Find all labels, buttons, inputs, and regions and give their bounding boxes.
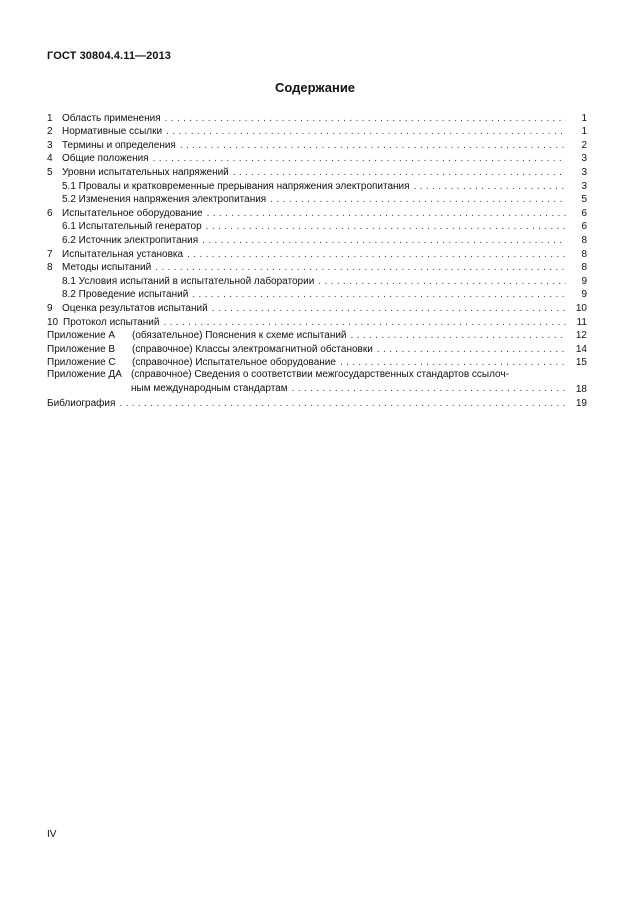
- toc-entry-number: 1: [47, 112, 53, 124]
- toc-entry-page: 2: [581, 139, 587, 151]
- toc-entry-page: 11: [576, 316, 587, 328]
- toc-entry-number: 10: [47, 316, 59, 328]
- toc-entry-number: 4: [47, 153, 53, 165]
- leader-dots: [119, 398, 566, 409]
- leader-dots: [377, 344, 566, 355]
- toc-entry-title: Уровни испытательных напряжений: [62, 166, 229, 178]
- toc-entry-5-1[interactable]: [47, 178, 587, 192]
- appendix-title: (обязательное) Пояснения к схеме испытаний: [132, 330, 347, 342]
- document-code: ГОСТ 30804.4.11—2013: [47, 50, 172, 62]
- toc-appendix-da[interactable]: [47, 368, 587, 395]
- leader-dots: [207, 208, 566, 219]
- toc-title: Содержание: [274, 80, 356, 95]
- leader-dots: [351, 330, 566, 341]
- leader-dots: [414, 181, 566, 192]
- toc-entry-title: 6.1 Испытательный генератор: [62, 221, 202, 233]
- leader-dots: [202, 235, 566, 246]
- leader-dots: [206, 221, 566, 232]
- toc-entry-5-2[interactable]: [47, 192, 587, 206]
- toc-entry-page: 10: [575, 302, 587, 314]
- toc-entry-page: 8: [581, 262, 587, 274]
- leader-dots: [318, 276, 566, 287]
- bibliography-title: Библиография: [47, 398, 116, 410]
- toc-entry-6[interactable]: [47, 205, 587, 219]
- leader-dots: [155, 262, 566, 273]
- toc-entry-page: 3: [581, 153, 587, 165]
- toc-entry-title: 8.2 Проведение испытаний: [62, 289, 189, 301]
- toc-entry-title: 5.2 Изменения напряжения электропитания: [62, 194, 267, 206]
- toc-entry-page: 19: [575, 398, 587, 410]
- leader-dots: [212, 303, 566, 314]
- toc-entry-4[interactable]: [47, 151, 587, 165]
- toc-entry-page: 6: [581, 207, 587, 219]
- toc-entry-page: 5: [581, 194, 587, 206]
- toc-bibliography[interactable]: [47, 395, 587, 409]
- toc-entry-number: 5: [47, 166, 53, 178]
- appendix-label: Приложение ДА: [47, 369, 122, 381]
- toc-entry-page: 1: [581, 126, 587, 138]
- toc-entry-page: 6: [581, 221, 587, 233]
- appendix-title: (справочное) Испытательное оборудование: [132, 357, 336, 369]
- toc-entry-title: Протокол испытаний: [63, 316, 160, 328]
- toc-entry-page: 8: [581, 248, 587, 260]
- toc-entry-title: Испытательная установка: [62, 248, 184, 260]
- leader-dots: [192, 289, 566, 300]
- appendix-label: Приложение В: [47, 343, 116, 355]
- toc-entry-number: 6: [47, 207, 53, 219]
- leader-dots: [270, 194, 566, 205]
- appendix-label: Приложение А: [47, 330, 116, 342]
- toc-appendix-a[interactable]: [47, 328, 587, 342]
- leader-dots: [165, 113, 566, 124]
- appendix-label: Приложение С: [47, 357, 116, 369]
- toc-entry-number: 7: [47, 248, 53, 260]
- toc-appendix-b[interactable]: [47, 341, 587, 355]
- toc-entry-10[interactable]: [47, 314, 587, 328]
- leader-dots: [292, 382, 566, 396]
- toc-entry-title: Общие положения: [62, 153, 149, 165]
- appendix-title-line-2: ным международным стандартам: [131, 382, 288, 394]
- toc-entry-6-2[interactable]: [47, 232, 587, 246]
- toc-entry-number: 8: [47, 262, 53, 274]
- toc-entry-title: Испытательное оборудование: [62, 207, 203, 219]
- leader-dots: [233, 167, 566, 178]
- table-of-contents: [47, 110, 587, 409]
- toc-entry-page: 8: [581, 234, 587, 246]
- toc-entry-page: 12: [575, 330, 587, 342]
- toc-entry-2[interactable]: [47, 124, 587, 138]
- toc-entry-title: Оценка результатов испытаний: [62, 302, 208, 314]
- toc-entry-number: 2: [47, 126, 53, 138]
- toc-entry-title: 8.1 Условия испытаний в испытательной лаборатории: [62, 275, 315, 287]
- toc-entry-page: 3: [581, 166, 587, 178]
- toc-entry-9[interactable]: [47, 300, 587, 314]
- toc-entry-title: 6.2 Источник электропитания: [62, 234, 199, 246]
- toc-entry-title: Область применения: [62, 112, 161, 124]
- toc-entry-8-1[interactable]: [47, 273, 587, 287]
- toc-entry-title: Методы испытаний: [62, 262, 152, 274]
- toc-entry-title: Нормативные ссылки: [62, 126, 163, 138]
- toc-entry-number: 3: [47, 139, 53, 151]
- leader-dots: [187, 249, 566, 260]
- toc-entry-title: Термины и определения: [62, 139, 176, 151]
- toc-entry-title: 5.1 Провалы и кратковременные прерывания напряжения электропитания: [62, 180, 410, 192]
- toc-entry-1[interactable]: [47, 110, 587, 124]
- toc-entry-7[interactable]: [47, 246, 587, 260]
- toc-entry-page: 14: [575, 343, 587, 355]
- toc-entry-8-2[interactable]: [47, 287, 587, 301]
- toc-entry-page: 9: [581, 275, 587, 287]
- toc-entry-5[interactable]: [47, 164, 587, 178]
- leader-dots: [163, 317, 566, 328]
- appendix-title: (справочное) Классы электромагнитной обстановки: [132, 343, 373, 355]
- toc-entry-6-1[interactable]: [47, 219, 587, 233]
- toc-entry-page: 3: [581, 180, 587, 192]
- toc-entry-3[interactable]: [47, 137, 587, 151]
- toc-entry-page: 9: [581, 289, 587, 301]
- toc-entry-page: 1: [581, 112, 587, 124]
- toc-entry-number: 9: [47, 302, 53, 314]
- appendix-title-line-1: (справочное) Сведения о соответствии межгосударственных стандартов ссылоч-: [131, 369, 509, 381]
- leader-dots: [180, 140, 566, 151]
- toc-entry-page: 15: [575, 357, 587, 369]
- leader-dots: [153, 153, 566, 164]
- toc-entry-8[interactable]: [47, 260, 587, 274]
- toc-appendix-c[interactable]: [47, 355, 587, 369]
- leader-dots: [166, 126, 566, 137]
- toc-entry-page: 18: [575, 384, 587, 396]
- page-number: IV: [47, 829, 57, 840]
- leader-dots: [340, 357, 566, 368]
